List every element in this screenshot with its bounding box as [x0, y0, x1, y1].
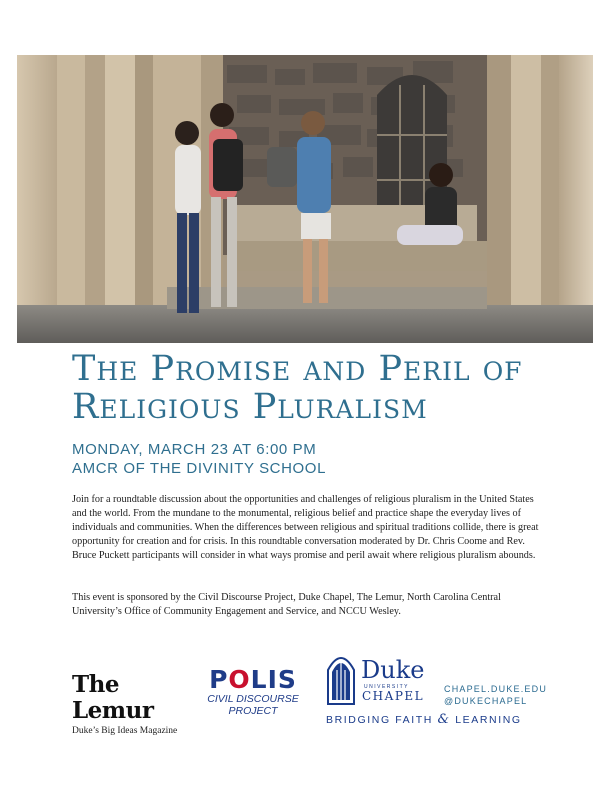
hero-photo: [17, 55, 593, 343]
tagline-part-b: LEARNING: [450, 714, 522, 726]
contact-info: [444, 683, 547, 707]
chapel-window-icon: [326, 650, 356, 706]
duke-university-label: UNIVERSITY: [364, 684, 410, 690]
polis-logo-line-1: CIVIL DISCOURSE: [207, 693, 299, 705]
event-date-time: MONDAY, MARCH 23 AT 6:00 PM: [72, 441, 317, 458]
event-title: [72, 350, 572, 426]
duke-wordmark: Duke: [361, 656, 425, 684]
event-title-line-2: Religious Pluralism: [72, 387, 428, 427]
lemur-logo: [72, 672, 187, 736]
polis-logo-letters-rest: LIS: [250, 665, 297, 694]
event-title-line-1: The Promise and Peril of: [72, 349, 523, 389]
polis-logo-line-2: PROJECT: [228, 705, 278, 717]
duke-chapel-label: CHAPEL: [362, 689, 425, 703]
social-handle[interactable]: @DUKECHAPEL: [444, 696, 528, 706]
duke-chapel-tagline: [326, 712, 522, 727]
tagline-part-a: BRIDGING FAITH: [326, 714, 438, 726]
polis-logo-name: [203, 667, 303, 693]
polis-logo: [203, 667, 303, 717]
lemur-logo-tagline: Duke’s Big Ideas Magazine: [72, 726, 178, 736]
campus-students-archway-photo-icon: [17, 55, 593, 343]
sponsors-text: This event is sponsored by the Civil Discourse Project, Duke Chapel, The Lemur, North Carolina Central University’s Office of Community Engagement and Service, and NCCU Wesley.: [72, 592, 501, 617]
website-link[interactable]: CHAPEL.DUKE.EDU: [444, 684, 548, 694]
polis-logo-letter-o: O: [228, 665, 251, 694]
lemur-logo-name: The Lemur: [72, 671, 154, 724]
polis-logo-letter-p: P: [209, 665, 229, 694]
event-location: AMCR OF THE DIVINITY SCHOOL: [72, 460, 327, 477]
event-description: Join for a roundtable discussion about the opportunities and challenges of religious pluralism in the United States and the world. From the mundane to the monumental, religious belief and practice shape the everyday lives of individuals and communities. When the differences between religious and spiritual traditions collide, there is great opportunity for creation and for crisis. In this roundtable conversation moderated by Dr. Chris Coome and Rev. Bruce Puckett participants will consider in what ways promise and peril await where religious pluralism abounds.: [72, 494, 539, 561]
tagline-ampersand: &: [437, 712, 451, 727]
